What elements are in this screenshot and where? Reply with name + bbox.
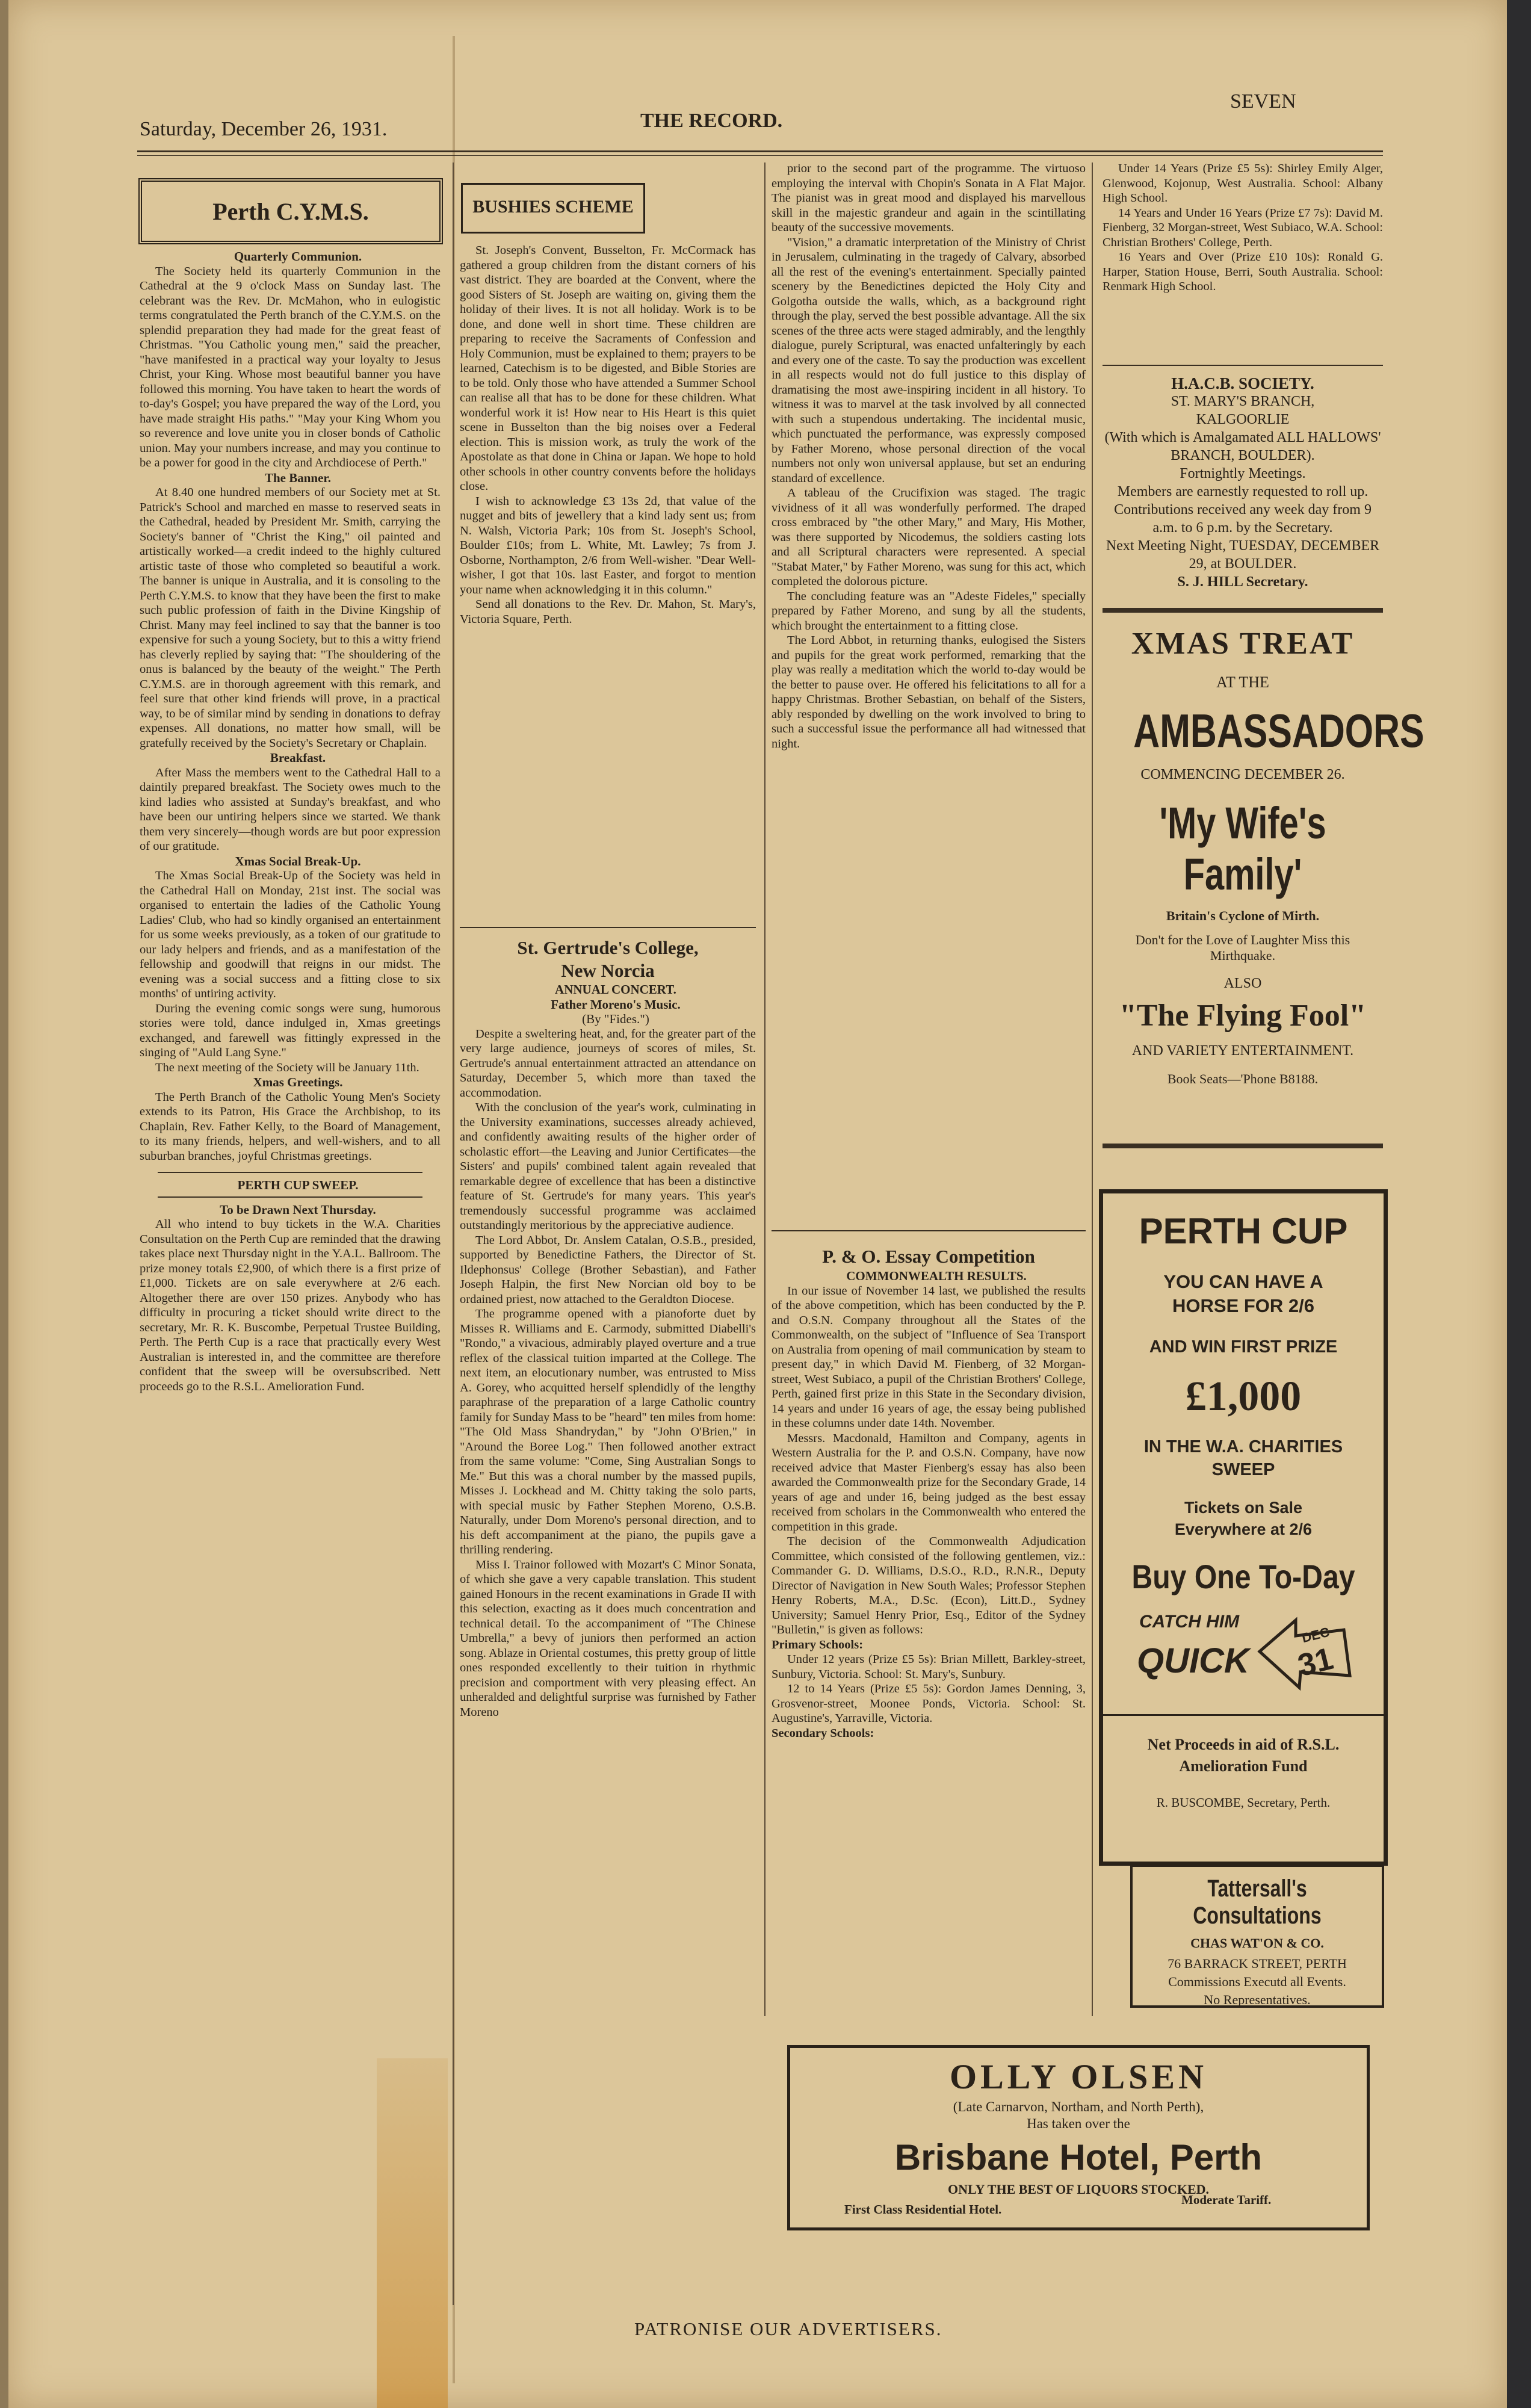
paragraph: The decision of the Commonwealth Adjudication Committee, which consisted of the following gentlemen, viz.: Commander G. D. Williams, D.S.O., R.D., R.N.R., Deputy Director of Navigation in New South Wales; Professor Stephen Henry Roberts, M.A., D.Sc. (Econ), Litt.D., Sydney University; Samuel Henry Prior, Esq., Editor of the Sydney "Bulletin," is given as follows:: [772, 1535, 1086, 1636]
page-number: SEVEN: [1230, 90, 1296, 113]
column-rule: [453, 162, 454, 2305]
gertrude-title-2: New Norcia: [561, 960, 655, 981]
hacb-request: Members are earnestly requested to roll up.: [1117, 484, 1369, 500]
divider: [158, 1172, 422, 1173]
paragraph: During the evening comic songs were sung, humorous stories were told, dance indulged in, Xmas greetings exchanged, and farewell was fittingly expressed in the singing of "Auld Lang Syne.": [140, 1001, 441, 1059]
cyms-article: [140, 249, 441, 2356]
olly-residential: First Class Residential Hotel.: [844, 2202, 1002, 2217]
olly-liquors: ONLY THE BEST OF LIQUORS STOCKED.: [947, 2182, 1210, 2197]
subhead: Secondary Schools:: [772, 1726, 874, 1740]
film-tagline-2: Don't for the Love of Laughter Miss this Mirthquake.: [1135, 932, 1350, 963]
paragraph: The Lord Abbot, in returning thanks, eulogised the Sisters and pupils for the great work performed, remarking that the play was really a meditation which the world to-day would be the better to pause over. He offered his felicitations to all for a happy Christmas. Brother Sebastian, on behalf of the Sisters, ably responded by dwelling on the work involved to bring to such a successful issue the performance all had witnessed that night.: [772, 634, 1086, 751]
variety-label: AND VARIETY ENTERTAINMENT.: [1131, 1043, 1354, 1059]
subhead: The Banner.: [264, 470, 332, 485]
paragraph: 12 to 14 Years (Prize £5 5s): Gordon James Denning, 3, Grosvenor-street, Moonee Ponds, Victoria. School: St. Augustine's, Yarraville, Victoria.: [772, 1682, 1086, 1725]
subhead: Xmas Greetings.: [253, 1075, 343, 1089]
paragraph: Despite a sweltering heat, and, for the greater part of the very large audience, journeys of scores of miles, St. Gertrude's annual entertainment attracted an attendance on Saturday, December 5, which more than taxed the accommodation.: [460, 1027, 756, 1100]
cup-prize: £1,000: [1185, 1373, 1302, 1420]
paragraph: 14 Years and Under 16 Years (Prize £7 7s): David M. Fienberg, 32 Morgan-street, West Subiaco, W.A. School: Christian Brothers' College, Perth.: [1103, 206, 1383, 249]
paragraph: All who intend to buy tickets in the W.A. Charities Consultation on the Perth Cup are reminded that the drawing takes place next Thursday night in the Y.A.L. Ballroom. The prize money totals £2,900, of which there is a first prize of £1,000. Tickets are on sale everywhere at 2/6 each. Altogether there are over 150 prizes. Anybody who has difficulty in procuring a ticket should write direct to the secretary, Mr. R. K. Buscombe, Perpetual Trustee Building, Perth. The Perth Cup is a race that practically every West Australian is interested in, and the committee are therefore confident that the sweep will be oversubscribed. Nett proceeds go to the R.S.L. Amelioration Fund.: [140, 1218, 441, 1393]
venue-name: AMBASSADORS: [1133, 704, 1424, 757]
column-rule: [1092, 162, 1093, 2016]
hacb-notice: [1103, 374, 1383, 591]
ad-border-top: [1103, 608, 1383, 613]
cup-line-2: AND WIN FIRST PRIZE: [1149, 1337, 1338, 1357]
paragraph: The Lord Abbot, Dr. Anslem Catalan, O.S.B., presided, supported by Benedictine Fathers, the Director of St. Ildephonsus' College (Brother Sebastian), and Father Joseph Halpin, the first New Norcian old boy to be ordained priest, now attached to the Geraldton Diocese.: [460, 1233, 756, 1306]
paragraph: At 8.40 one hundred members of our Society met at St. Patrick's School and marched en masse to reserved seats in the Cathedral, headed by President Mr. Smith, carrying the Society's banner of "Christ the King," oil painted and artistically worked—a credit indeed to the highly cultured artistic taste of those who completed so beautiful a work. The banner is unique in Australia, and it is consoling to the Perth C.Y.M.S. to know that they have been the first to make such public profession of faith in the Divine Kingship of Christ. Many may feel inclined to say that the banner is too expensive for such a young Society, but to this a witty friend has cleverly replied by saying that: "The shouldering of the onus is balanced by the beauty of the weight." The Perth C.Y.M.S. are in thorough agreement with this remark, and feel sure that other kind friends will prove, in a practical way, to be of similar mind by sending in donations to defray expenses. All donations, no matter how small, will be gratefully received by the Society's Secretary or Chaplain.: [140, 486, 441, 750]
byline: (By "Fides."): [582, 1012, 649, 1026]
paragraph: A tableau of the Crucifixion was staged. The tragic vividness of it all was wonderfully performed. The draped cross embraced by "the other Mary," and Mary, His Mother, was there supported by Nicodemus, the soldiers casting lots and all Scriptural characters were represented. A special "Stabat Mater," by Father Moreno, was sung for this act, which completed the dolorous picture.: [772, 486, 1086, 588]
subhead: ANNUAL CONCERT.: [555, 982, 676, 997]
paragraph: The Perth Branch of the Catholic Young Men's Society extends to its Patron, His Grace the Archbishop, to its Chaplain, Rev. Father Kelly, to the Board of Management, to its many friends, helpers, and well-wishers, and to all suburban branches, joyful Christmas greetings.: [140, 1090, 441, 1163]
hacb-meetings: Fortnightly Meetings.: [1180, 466, 1306, 481]
subhead: Father Moreno's Music.: [551, 997, 681, 1012]
bushies-article: [460, 243, 756, 917]
subhead: COMMONWEALTH RESULTS.: [846, 1269, 1027, 1283]
paragraph: 16 Years and Over (Prize £10 10s): Ronald G. Harper, Station House, Berri, South Australia. School: Renmark High School.: [1103, 250, 1383, 293]
paragraph: The programme opened with a pianoforte duet by Misses R. Williams and E. Carmody, submitted Diabelli's "Rondo," a vivacious, admirably played overture and a true reflex of the classical tuition imparted at the College. The next item, an elocutionary number, was entrusted to Miss A. Gorey, who acquitted herself splendidly of the lengthy paraphrase of the preparation of a large Catholic country family for Sunday Mass to be "heard" ten miles from home: "The Old Mass Shandrydan," by "John O'Brien," in "Around the Boree Log." Then followed another extract from the same volume: "Come, Sing Australian Songs to Me." But this was a choral number by the massed pupils, Misses J. Lockhead and M. Chitty taking the solo parts, with special music by Father Stephen Moreno, O.S.B. Naturally, under Dom Moreno's personal direction, and to his deft accompaniment at the piano, the pupils gave a thrilling rendering.: [460, 1307, 756, 1556]
paragraph: Under 12 years (Prize £5 5s): Brian Millett, Barkley-street, Sunbury, Victoria. School: St. Mary's, Sunbury.: [772, 1653, 1086, 1681]
paragraph: St. Joseph's Convent, Busselton, Fr. McCormack has gathered a group children from the distant corners of his vast district. They are boarded at the Convent, where the good Sisters of St. Joseph are waiting on, giving them the holiday of their lives. It is not all holiday. Work is to be done, and done well in short time. These children are preparing to receive the Sacraments of Confession and Holy Communion, must be explained to them; prayers to be learned, Catechism is to be digested, and Bible Stories are to be told. Only those who have attended a Summer School can realise all that has to be done for these children. What wonderful work it is! How near to His Heart is this quiet scene in Busselton than the big noises over a Federal election. This is mission work, as truly the work of the Apostolate as that done in China or Japan. We hope to hold other schools in other country convents before the holidays close.: [460, 244, 756, 493]
header-rule-thin: [137, 155, 1383, 156]
divider: [1103, 365, 1383, 366]
tatt-address: 76 BARRACK STREET, PERTH: [1168, 1956, 1347, 1971]
commencing: COMMENCING DECEMBER 26.: [1140, 767, 1345, 782]
paragraph: Miss I. Trainor followed with Mozart's C Minor Sonata, of which she gave a very capable translation. This student gained Honours in the recent examinations in Grade II with this selection, exacting as it does much concentration and technical detail. To the accompaniment of "The Chinese Umbrella," a bevy of juniors then performed an action song. Ablaze in Oriental costumes, this pretty group of little ones responded excellently to their tuition in rhythmic precision and comportment with very pleasing effect. An unheralded and delightful surprise was furnished by Father Moreno: [460, 1558, 756, 1719]
net-proceeds: Net Proceeds in aid of R.S.L. Amelioration Fund: [1147, 1736, 1340, 1775]
xmas-title: XMAS TREAT: [1131, 627, 1355, 661]
perth-cup-ad: [1099, 1189, 1388, 1866]
tatt-commissions: Commissions Executd all Events.: [1168, 1974, 1346, 1989]
olly-taken-over: Has taken over the: [1027, 2116, 1130, 2131]
sweep-title: PERTH CUP SWEEP.: [237, 1178, 359, 1192]
paragraph: Send all donations to the Rev. Dr. Mahon, St. Mary's, Victoria Square, Perth.: [460, 598, 756, 626]
gertrude-article: [460, 936, 756, 2303]
paragraph: "Vision," a dramatic interpretation of the Ministry of Christ in Jerusalem, culminating in the tragedy of Calvary, absorbed all the rest of the evening's entertainment. Specially painted scenery by the Benedictines depicted the Holy City and Golgotha outside the walls, which, as a background right through the play, served the best possible advantage. All the six scenes of the three acts were staged admirably, and the lengthly dialogue, purely Scriptural, was enacted unfalteringly by each and every one of the caste. To say the production was excellent in all respects would not do full justice to this display of dramatising the most awe-inspiring incident in all history. To witness it was to marvel at the task involved by all connected with such a stupendous undertaking. The incidental music, which punctuated the performance, was expressly composed by Father Moreno, whose personal direction of the vocal numbers not only won universal applause, but set an enduring standard of excellence.: [772, 235, 1086, 485]
divider: [772, 1230, 1086, 1231]
hacb-branch: ST. MARY'S BRANCH,: [1171, 394, 1315, 409]
paragraph: The Society held its quarterly Communion in the Cathedral at the 9 o'clock Mass on Sunday last. The celebrant was the Rev. Dr. McMahon, who in eulogistic terms congratulated the Perth branch of the C.Y.M.S. on the splendid preparation they had made for the great feast of Christmas. "You Catholic young men," said the preacher, "have manifested in a practical way your loyalty to Jesus Christ, your King. Whose most beautiful banner you have followed this morning. You have taken to heart the words of to-day's Gospel; you have prepared the way of the Lord, you have made straight His paths." "May your King Whom you so reverence and love unite you in closer bonds of Catholic union. May your numbers increase, and may you continue to be a power for good in the city and Archdiocese of Perth.": [140, 264, 441, 469]
subhead: Breakfast.: [270, 751, 326, 765]
paragraph: I wish to acknowledge £3 13s 2d, that value of the nugget and bits of jewellery that a kind lady sent us; from N. Walsh, Victoria Park; 10s from St. Joseph's School, Boulder £10s; from L. White, Mt. Lawley; 7s from J. Osborne, Northampton, 2/6 from Well-wisher. "Dear Well-wisher, I got that 10s. last Easter, and forgot to mention your name when acknowledging it in this column.": [460, 494, 756, 596]
tatt-title: Tattersall's Consultations: [1193, 1875, 1322, 1929]
film-title-2: "The Flying Fool": [1119, 998, 1367, 1033]
subhead: Quarterly Communion.: [234, 249, 362, 264]
divider: [1103, 1714, 1384, 1716]
cyms-title-box: [138, 178, 443, 244]
paragraph: The Xmas Social Break-Up of the Society was held in the Cathedral Hall on Monday, 21st inst. The social was organised to entertain the ladies of the Catholic Young Ladies' Club, who had so kindly organised an entertainment for us some weeks previously, as a token of our gratitude to our lady helpers and friends, and as a manifestation of the fellowship and goodwill that reigns in our midst. The evening was a social success and a fitting close to six months' of untiring activity.: [140, 869, 441, 1000]
cyms-title: Perth C.Y.M.S.: [212, 198, 369, 225]
xmas-treat-ad: [1103, 626, 1424, 1087]
cup-line-1: YOU CAN HAVE A HORSE FOR 2/6: [1163, 1271, 1323, 1316]
olly-olsen-ad: [787, 2045, 1370, 2230]
essay-article: [772, 1245, 1086, 2045]
hotel-name: Brisbane Hotel, Perth: [894, 2137, 1263, 2177]
paragraph: The concluding feature was an "Adeste Fideles," specially prepared by Father Moreno, and sung by all the students, which brought the entertainment to a fitting close.: [772, 589, 1086, 633]
also-label: ALSO: [1223, 976, 1262, 991]
hacb-next-meeting: Next Meeting Night, TUESDAY, DECEMBER 29, at BOULDER.: [1106, 538, 1380, 572]
paragraph: With the conclusion of the year's work, culminating in the University examinations, successes already achieved, and confidently awaiting results of the higher order of scholastic effort—the Leaving and Junior Certificates—the Sisters' and pupils' combined talent again revealed that remarkable degree of excellence that has been a distinctive feature of St. Gertrude's for many years. This year's tremendously successful programme was acclaimed outstandingly meritorious by the appreciative audience.: [460, 1101, 756, 1232]
booking-phone: Book Seats—'Phone B8188.: [1167, 1071, 1319, 1086]
day-label: 31: [1294, 1641, 1337, 1684]
gertrude-title: St. Gertrude's College,: [517, 937, 699, 958]
divider: [158, 1196, 422, 1198]
hacb-secretary: S. J. HILL Secretary.: [1177, 574, 1308, 590]
newspaper-page: [8, 0, 1507, 2408]
bushies-title-box: [461, 183, 645, 234]
column-rule: [764, 162, 766, 2016]
paragraph: prior to the second part of the programme. The virtuoso employing the interval with Chopin's Sonata in A Flat Major. The pianist was in great mood and displayed his marvellous skill in the majestic grandeur and again in the scintillating beauty of the successive movements.: [772, 162, 1086, 234]
divider: [460, 927, 756, 928]
header-rule: [137, 150, 1383, 152]
sweep-subhead: To be Drawn Next Thursday.: [220, 1202, 376, 1217]
bushies-title: BUSHIES SCHEME: [472, 197, 634, 217]
paragraph: The next meeting of the Society will be January 11th.: [155, 1060, 419, 1074]
hacb-amalgamated: (With which is Amalgamated ALL HALLOWS' BRANCH, BOULDER).: [1104, 430, 1381, 463]
buy-one-today: Buy One To-Day: [1131, 1558, 1355, 1596]
cup-secretary: R. BUSCOMBE, Secretary, Perth.: [1156, 1795, 1331, 1810]
subhead: Xmas Social Break-Up.: [235, 853, 361, 868]
quick-label: QUICK: [1137, 1641, 1249, 1680]
xmas-at: AT THE: [1216, 673, 1269, 691]
paragraph: In our issue of November 14 last, we published the results of the above competition, which has been conducted by the P. and O.S.N. Company throughout all the States of the Commonwealth, on the subject of "Influence of Sea Transport on Australia from opening of mail communication by steam to present day," in which David M. Fienberg, of 32 Morgan-street, West Subiaco, a pupil of the Christian Brothers' College, Perth, gained first prize in this State in the Secondary division, 14 years and under 16 years of age, the essay being published in these columns under date 14th. November.: [772, 1284, 1086, 1430]
catch-him: CATCH HIM: [1139, 1612, 1240, 1632]
essay-title: P. & O. Essay Competition: [822, 1246, 1035, 1267]
gertrude-continued: [772, 161, 1086, 1215]
olly-tariff: Moderate Tariff.: [1181, 2193, 1272, 2207]
dec-label: DEC: [1300, 1624, 1331, 1646]
film-tagline: Britain's Cyclone of Mirth.: [1166, 908, 1320, 923]
ad-border-bottom: [1103, 1144, 1383, 1148]
hacb-title: H.A.C.B. SOCIETY.: [1171, 374, 1314, 392]
olly-former: (Late Carnarvon, Northam, and North Perth),: [953, 2099, 1204, 2114]
footer-slogan: PATRONISE OUR ADVERTISERS.: [634, 2318, 942, 2339]
paragraph: Messrs. Macdonald, Hamilton and Company, agents in Western Australia for the P. and O.S.N. Company, have now received advice that Master Fienberg's essay has also been awarded the Commonwealth prize for the Secondary Grade, 14 years of age and under 16, being judged as the best essay received from scholars in the Commonwealth who entered the competition in this grade.: [772, 1431, 1086, 1534]
paragraph: Under 14 Years (Prize £5 5s): Shirley Emily Alger, Glenwood, Kojonup, West Australia. School: Albany High School.: [1103, 162, 1383, 205]
tatt-company: CHAS WAT'ON & CO.: [1190, 1936, 1324, 1951]
tatt-no-reps: No Representatives.: [1204, 1992, 1311, 2007]
paragraph: After Mass the members went to the Cathedral Hall to a daintily prepared breakfast. The Society owes much to the kind ladies who assisted at Sunday's breakfast, and who have been our untiring helpers since we started. We thank them very sincerely—though words are but poor expression of our gratitude.: [140, 766, 441, 853]
cup-line-4: Tickets on Sale Everywhere at 2/6: [1174, 1499, 1313, 1538]
masthead-title: THE RECORD.: [640, 110, 783, 132]
film-title: 'My Wife's Family': [1159, 798, 1326, 899]
issue-date: Saturday, December 26, 1931.: [140, 118, 388, 140]
essay-continued: [1103, 161, 1383, 360]
olly-name: OLLY OLSEN: [949, 2057, 1208, 2096]
hacb-contributions: Contributions received any week day from 9 a.m. to 6 p.m. by the Secretary.: [1114, 502, 1372, 536]
cup-title: PERTH CUP: [1139, 1211, 1348, 1251]
subhead: Primary Schools:: [772, 1638, 864, 1651]
cup-line-3: IN THE W.A. CHARITIES SWEEP: [1143, 1437, 1343, 1479]
tattersalls-ad: [1130, 1865, 1384, 2008]
hacb-town: KALGOORLIE: [1196, 412, 1290, 427]
